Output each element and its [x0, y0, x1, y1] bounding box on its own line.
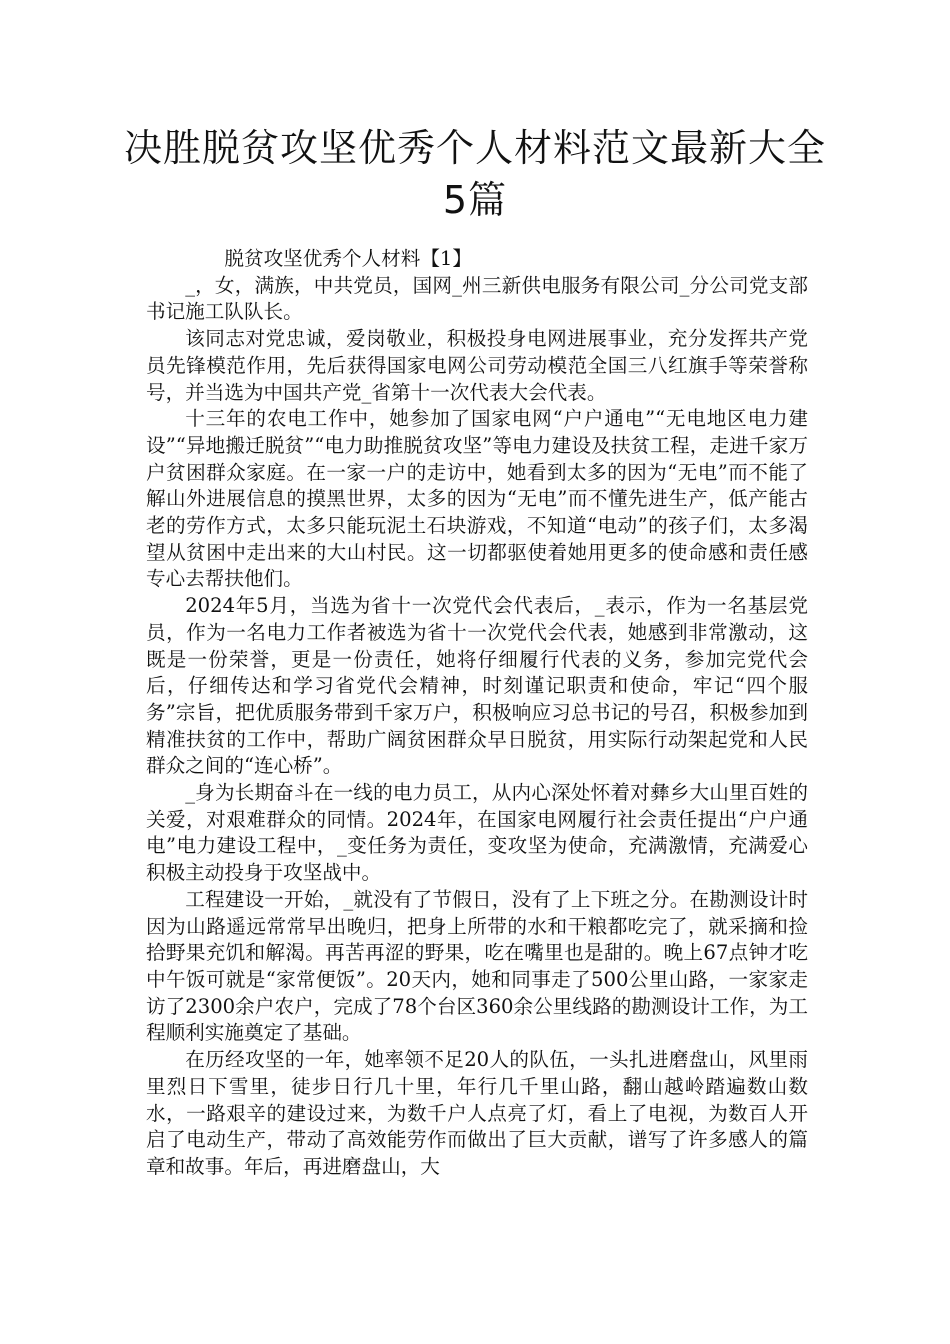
paragraph-6: 工程建设一开始，_就没有了节假日，没有了上下班之分。在勘测设计时因为山路遥远常常早出晚归，把身上所带的水和干粮都吃完了，就采摘和捡拾野果充饥和解渴。再苦再涩的野果，吃在嘴里也是甜的。晚上67点钟才吃中午饭可就是“家常便饭”。20天内，她和同事走了500公里山路，一家家走访了2300余户农户，完成了78个台区360余公里线路的勘测设计工作，为工程顺利实施奠定了基础。 — [146, 887, 808, 1045]
document-title: 决胜脱贫攻坚优秀个人材料范文最新大全5篇 — [123, 126, 826, 222]
paragraph-7: 在历经攻坚的一年，她率领不足20人的队伍，一头扎进磨盘山，风里雨里烈日下雪里，徒步日行几十里，年行几千里山路，翻山越岭踏遍数山数水，一路艰辛的建设过来，为数千户人点亮了灯，看上了电视，为数百人开启了电动生产，带动了高效能劳作而做出了巨大贡献，谱写了许多感人的篇章和故事。年后，再进磨盘山，大 — [146, 1048, 808, 1178]
paragraph-5: _身为长期奋斗在一线的电力员工，从内心深处怀着对彝乡大山里百姓的关爱，对艰难群众的同情。2024年，在国家电网履行社会责任提出“户户通电”电力建设工程中，_变任务为责任，变攻坚为使命，充满激情，充满爱心积极主动投身于攻坚战中。 — [146, 781, 808, 885]
paragraph-1: _，女，满族，中共党员，国网_州三新供电服务有限公司_分公司党支部书记施工队队长。 — [146, 273, 808, 324]
paragraph-2: 该同志对党忠诚，爱岗敬业，积极投身电网进展事业，充分发挥共产党员先锋模范作用，先后获得国家电网公司劳动模范全国三八红旗手等荣誉称号，并当选为中国共产党_省第十一次代表大会代表。 — [146, 327, 808, 404]
section-heading: 脱贫攻坚优秀个人材料【1】 — [224, 247, 472, 270]
paragraph-3: 十三年的农电工作中，她参加了国家电网“户户通电”“无电地区电力建设”“异地搬迁脱贫”“电力助推脱贫攻坚”等电力建设及扶贫工程，走进千家万户贫困群众家庭。在一家一户的走访中，她看到太多的因为“无电”而不能了解山外进展信息的摸黑世界，太多的因为“无电”而不懂先进生产，低产能古老的劳作方式，太多只能玩泥土石块游戏，不知道“电动”的孩子们，太多渴望从贫困中走出来的大山村民。这一切都驱使着她用更多的使命感和责任感专心去帮扶他们。 — [146, 407, 808, 591]
document-body — [146, 246, 808, 1181]
paragraph-4: 2024年5月，当选为省十一次党代会代表后，_表示，作为一名基层党员，作为一名电力工作者被选为省十一次党代会代表，她感到非常激动，这既是一份荣誉，更是一份责任，她将仔细履行代表的义务，参加完党代会后，仔细传达和学习省党代会精神，时刻谨记职责和使命，牢记“四个服务”宗旨，把优质服务带到千家万户，积极响应习总书记的号召，积极参加到精准扶贫的工作中，帮助广阔贫困群众早日脱贫，用实际行动架起党和人民群众之间的“连心桥”。 — [146, 594, 808, 778]
